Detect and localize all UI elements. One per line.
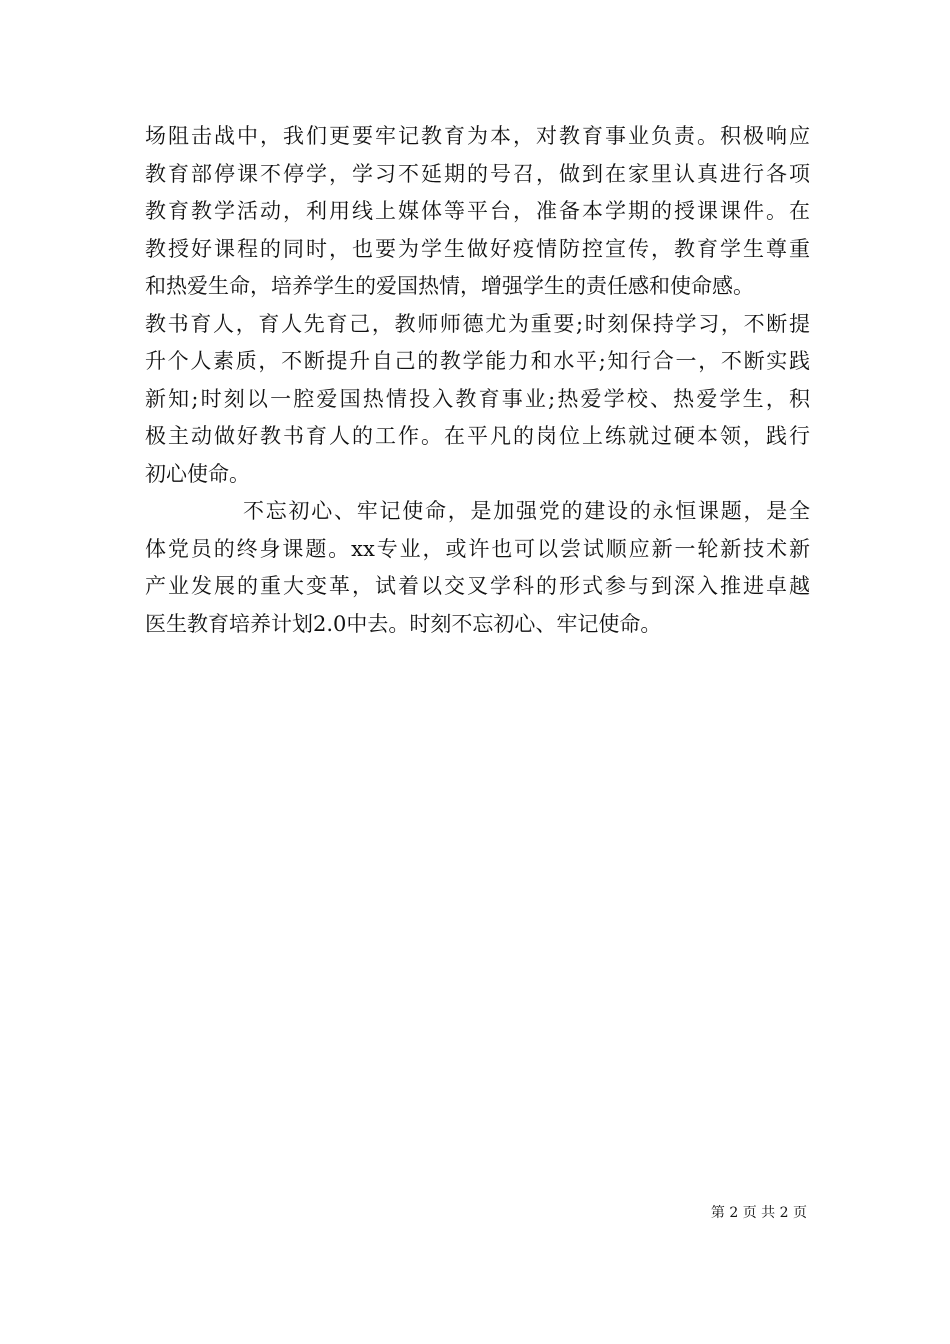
text-line: 教育部停课不停学，学习不延期的号召，做到在家里认真进行各项 [145,161,810,186]
text-line: 教书育人，育人先育己，教师师德尤为重要;时刻保持学习，不断提 [145,311,810,336]
text-line: 场阻击战中，我们更要牢记教育为本，对教育事业负责。积极响应 [145,124,810,148]
text-line: 不忘初心、牢记使命，是加强党的建设的永恒课题，是全 [243,499,810,523]
text-line: 医生教育培养计划2.0中去。时刻不忘初心、牢记使命。 [145,611,662,636]
text-line: 产业发展的重大变革，试着以交叉学科的形式参与到深入推进卓越 [145,574,810,598]
document-body [145,118,810,643]
text-line: 教授好课程的同时，也要为学生做好疫情防控宣传，教育学生尊重 [145,236,810,261]
text-line: 极主动做好教书育人的工作。在平凡的岗位上练就过硬本领，践行 [145,424,810,448]
text-line: 升个人素质，不断提升自己的教学能力和水平;知行合一，不断实践 [145,349,810,373]
text-line: 教育教学活动，利用线上媒体等平台，准备本学期的授课课件。在 [145,199,810,223]
text-line: 初心使命。 [145,461,250,486]
page-number: 第 2 页 共 2 页 [710,1205,807,1221]
paragraph-2 [145,493,810,643]
paragraph-1 [145,118,810,493]
text-line: 体党员的终身课题。xx专业，或许也可以尝试顺应新一轮新技术新 [145,536,810,561]
text-line: 新知;时刻以一腔爱国热情投入教育事业;热爱学校、热爱学生，积 [145,386,810,411]
text-line: 和热爱生命，培养学生的爱国热情，增强学生的责任感和使命感。 [145,274,754,298]
